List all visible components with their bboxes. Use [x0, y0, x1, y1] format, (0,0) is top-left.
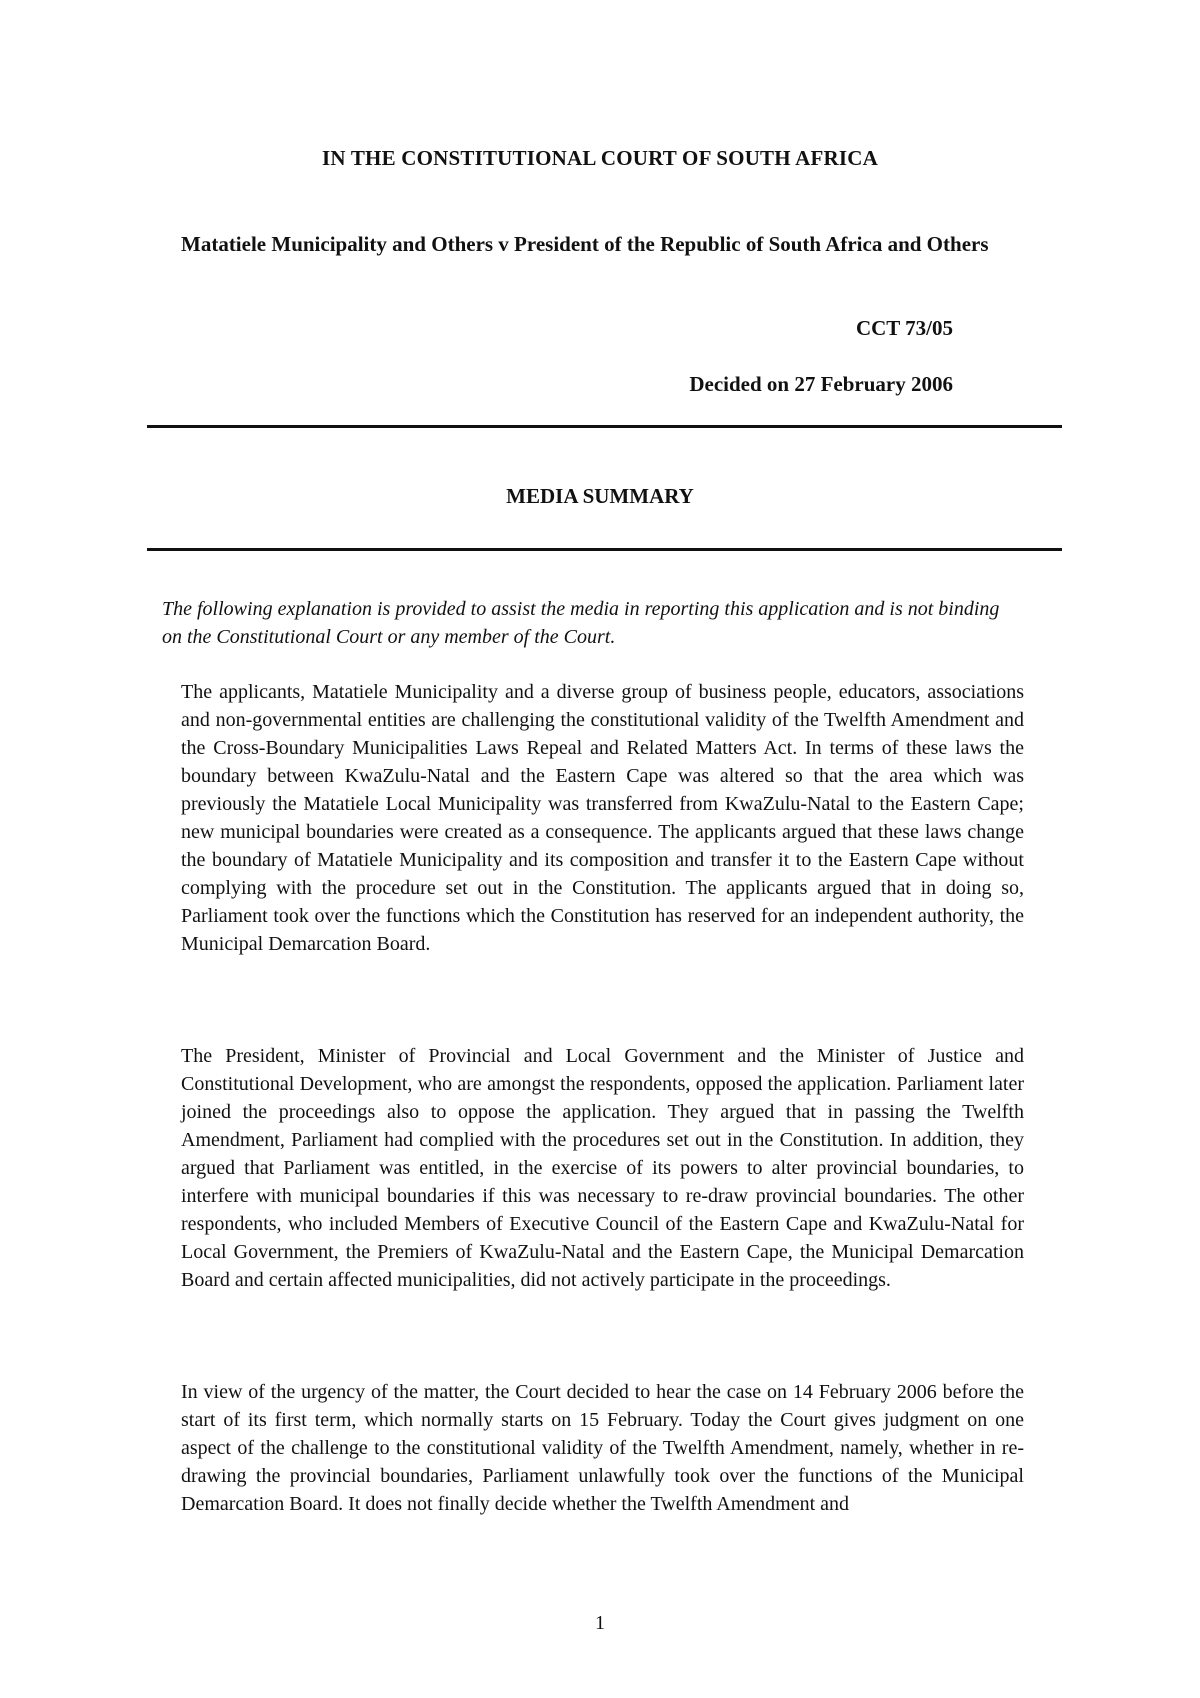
paragraph: The applicants, Matatiele Municipality and a diverse group of business people, educators, associations and non-governmental entities are challenging the constitutional validity of the Twelfth Amendment and the Cross-Boundary Municipalities Laws Repeal and Related Matters Act. In terms of these laws the boundary between KwaZulu-Natal and the Eastern Cape was altered so that the area which was previously the Matatiele Local Municipality was transferred from KwaZulu-Natal to the Eastern Cape; new municipal boundaries were created as a consequence. The applicants argued that these laws change the boundary of Matatiele Municipality and its composition and transfer it to the Eastern Cape without complying with the procedure set out in the Constitution. The applicants argued that in doing so, Parliament took over the functions which the Constitution has reserved for an independent authority, the Municipal Demarcation Board. [181, 681, 1024, 955]
section-heading: MEDIA SUMMARY [506, 484, 694, 508]
paragraph: In view of the urgency of the matter, the Court decided to hear the case on 14 February 2006 before the start of its first term, which normally starts on 15 February. Today the Court gives judgment on one aspect of the challenge to the constitutional validity of the Twelfth Amendment, namely, whether in re-drawing the provincial boundaries, Parliament unlawfully took over the functions of the Municipal Demarcation Board. It does not finally decide whether the Twelfth Amendment and [181, 1381, 1024, 1515]
disclaimer-text: The following explanation is provided to assist the media in reporting this application and is not binding on the Constitutional Court or any member of the Court. [162, 598, 1000, 648]
bottom-divider [147, 548, 1062, 551]
paragraph: The President, Minister of Provincial and Local Government and the Minister of Justice and Constitutional Development, who are amongst the respondents, opposed the application. Parliament later joined the proceedings also to oppose the application. They argued that in passing the Twelfth Amendment, Parliament had complied with the procedures set out in the Constitution. In addition, they argued that Parliament was entitled, in the exercise of its powers to alter provincial boundaries, to interfere with municipal boundaries if this was necessary to re-draw provincial boundaries. The other respondents, who included Members of Executive Council of the Eastern Cape and KwaZulu-Natal for Local Government, the Premiers of KwaZulu-Natal and the Eastern Cape, the Municipal Demarcation Board and certain affected municipalities, did not actively participate in the proceedings. [181, 1045, 1024, 1291]
case-number: CCT 73/05 [855, 316, 953, 340]
decision-date: Decided on 27 February 2006 [689, 372, 953, 396]
page-number: 1 [595, 1612, 605, 1634]
top-divider [147, 425, 1062, 428]
case-title: Matatiele Municipality and Others v President of the Republic of South Africa and Others [181, 232, 989, 256]
court-title: IN THE CONSTITUTIONAL COURT OF SOUTH AFRICA [322, 146, 878, 170]
